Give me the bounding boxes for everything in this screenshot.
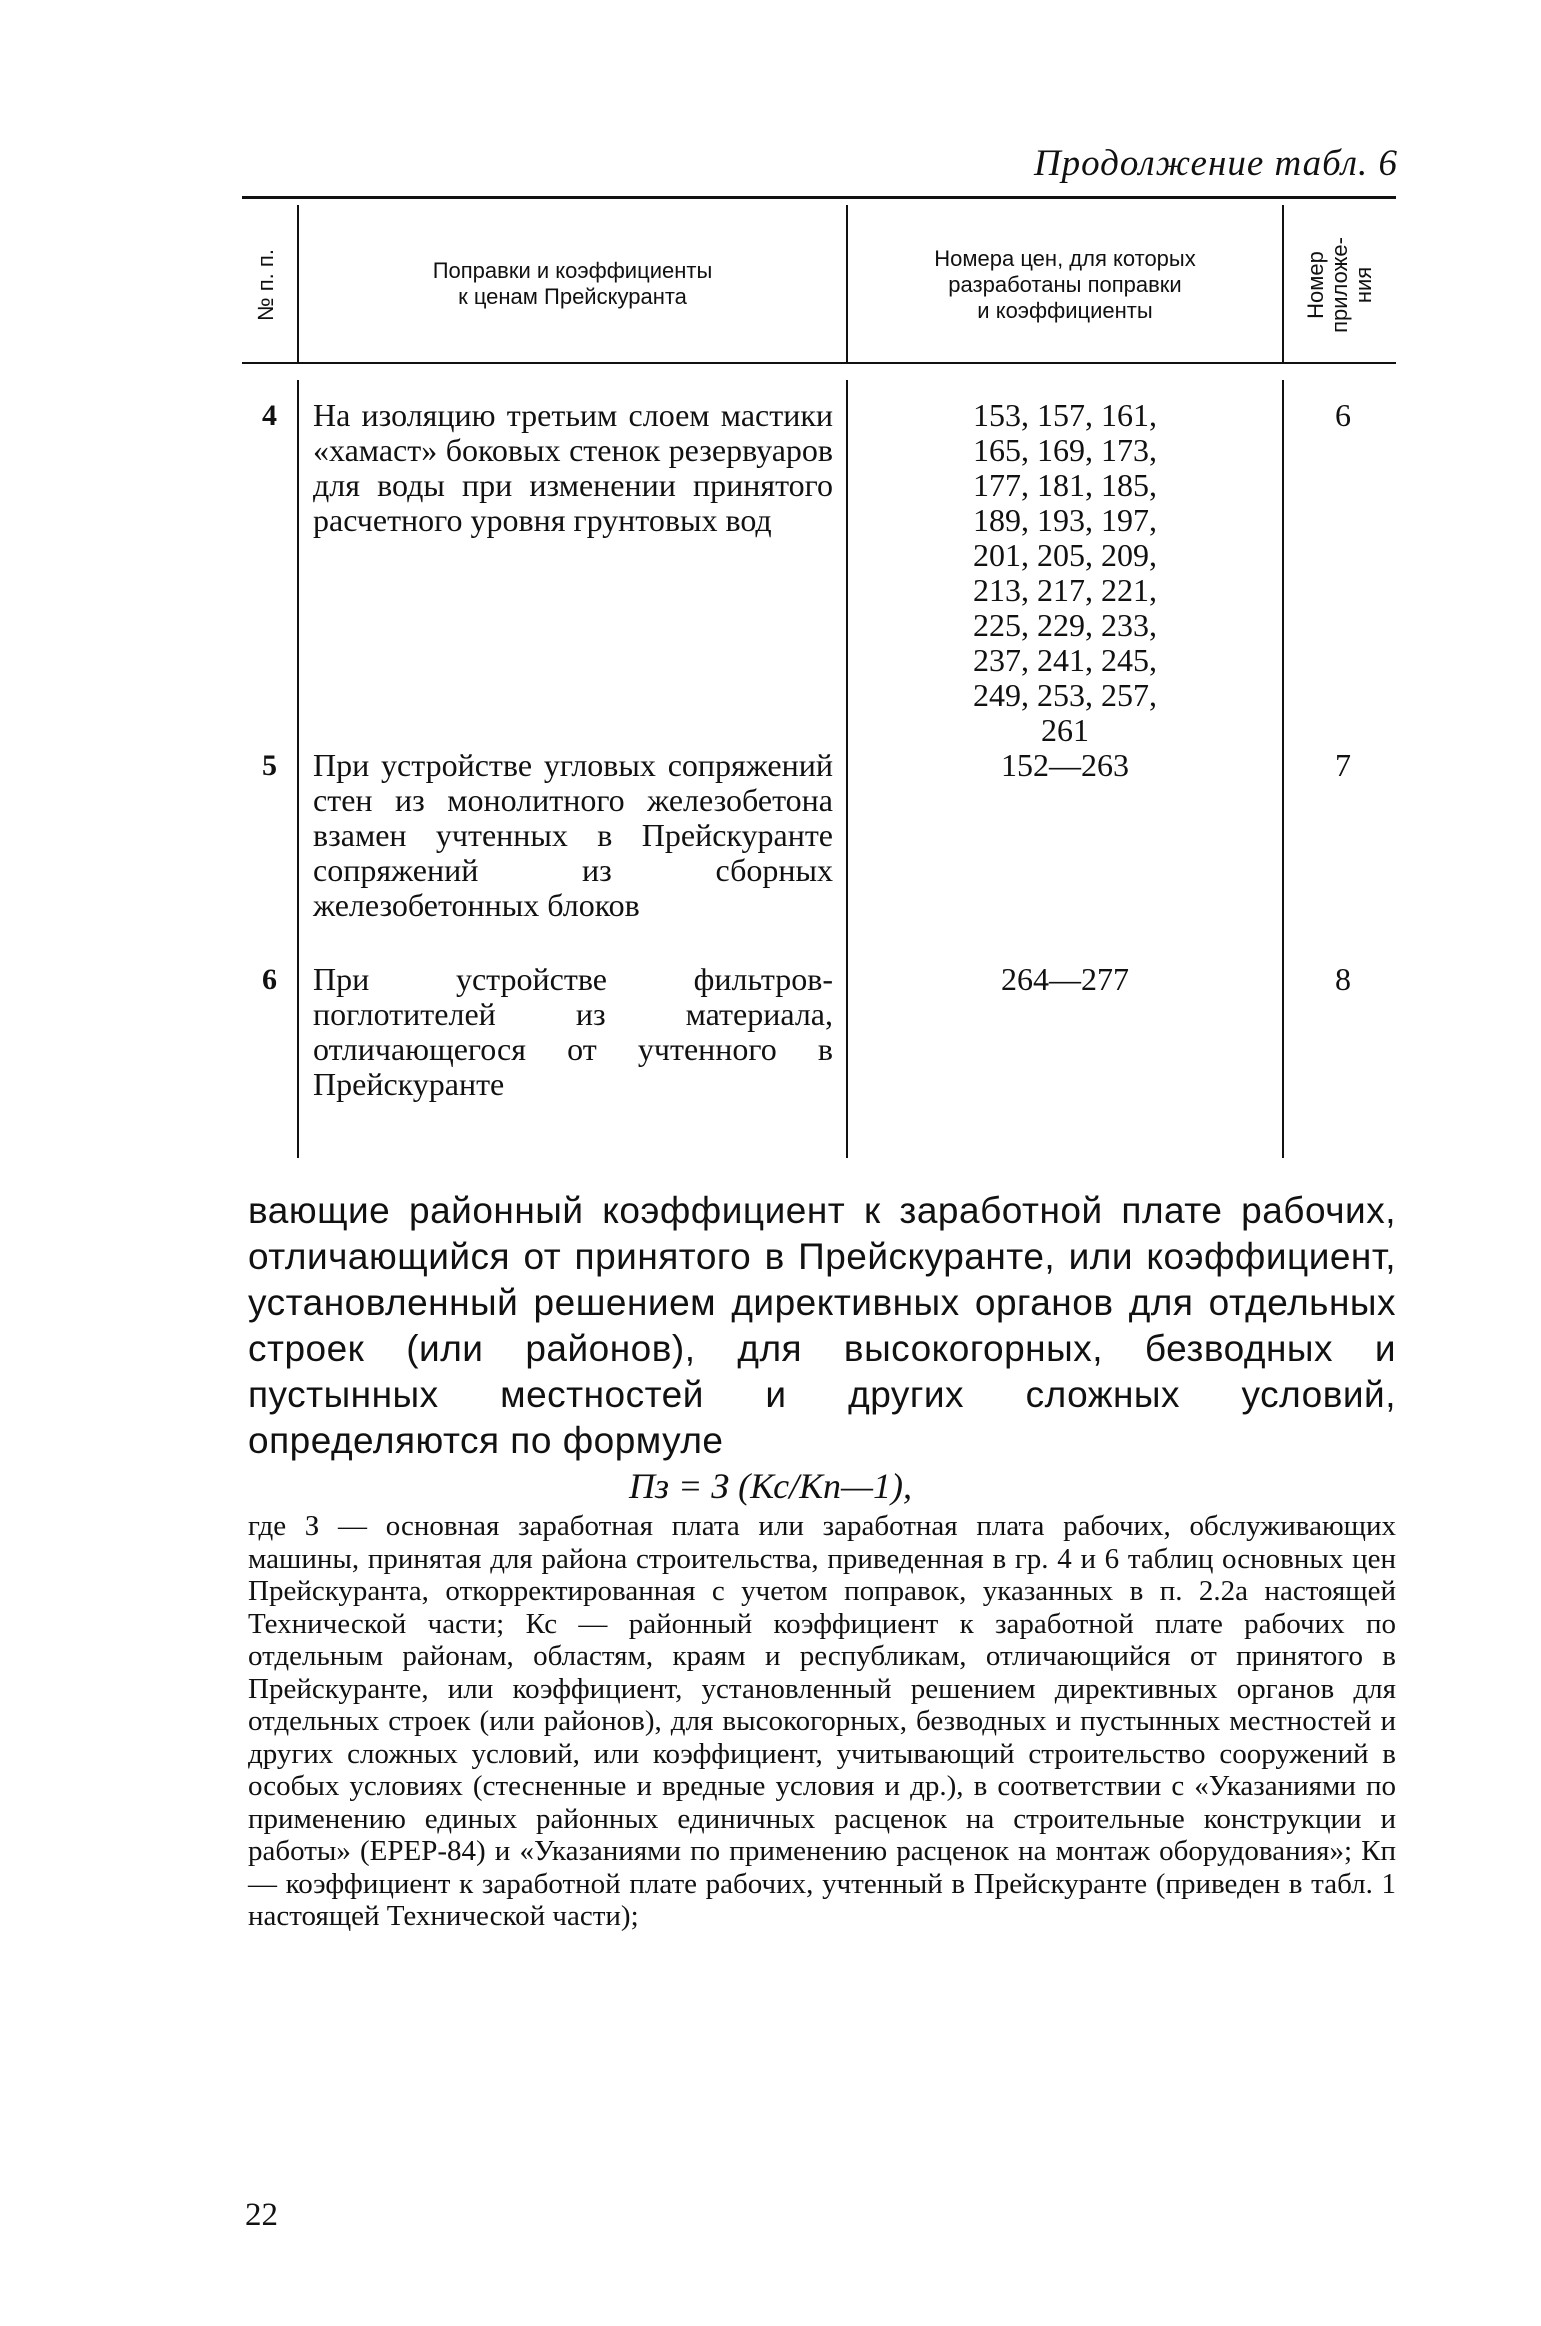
column-divider [846, 380, 848, 1158]
row-appendix: 8 [1335, 961, 1351, 997]
row-description: При устройстве угловых сопряжений стен из монолитного железобетона взамен учтенных в Прейскуранте сопряжений из сборных железобетонных блоков [313, 747, 833, 923]
column-divider [297, 380, 299, 1158]
row-description: При устройстве фильтров-поглотителей из материала, отличающегося от учтенного в Прейскуранте [313, 961, 833, 1102]
row-num: 6 [262, 963, 277, 996]
row-prices: 152—263 [1001, 747, 1129, 783]
column-divider [846, 205, 848, 363]
page-number: 22 [245, 2197, 278, 2233]
row-appendix: 7 [1335, 747, 1351, 783]
column-divider [297, 205, 299, 363]
formula: Пз = З (Кс/Кп—1), [628, 1466, 913, 1506]
row-description: На изоляцию третьим слоем мастики «хамаст» боковых стенок резервуаров для воды при изменении принятого расчетного уровня грунтовых вод [313, 397, 833, 538]
row-num: 5 [262, 749, 277, 782]
table-header-rule [242, 362, 1396, 364]
column-divider [1282, 380, 1284, 1158]
header-prices: Номера цен, для которых разработаны поправки и коэффициенты [934, 246, 1196, 323]
column-divider [1282, 205, 1284, 363]
continuation-label: Продолжение табл. 6 [1033, 143, 1398, 184]
header-corrections: Поправки и коэффициенты к ценам Прейскуранта [432, 258, 713, 309]
row-prices: 153, 157, 161, 165, 169, 173, 177, 181, 185, 189, 193, 197, 201, 205, 209, 213, 217, 221, 225, 229, 233, 237, 241, 245, 249, 253, 257, 261 [973, 397, 1157, 748]
header-num: № п. п. [253, 249, 279, 321]
row-appendix: 6 [1335, 397, 1351, 433]
table-top-rule [242, 196, 1396, 199]
explanation-paragraph: где З — основная заработная плата или заработная плата рабочих, обслуживающих машины, принятая для района строительства, приведенная в гр. 4 и 6 таблиц основных цен Прейскуранта, откорректированная с учетом поправок, указанных в п. 2.2а настоящей Технической части; Кс — районный коэффициент к заработной плате рабочих по отдельным районам, областям, краям и республикам, отличающийся от принятого в Прейскуранте, или коэффициент, установленный решением директивных органов для отдельных строек (или районов), для высокогорных, безводных и пустынных местностей и других сложных условий, или коэффициент, учитывающий строительство сооружений в особых условиях (стесненные и вредные условия и др.), в соответствии с «Указаниями по применению единых районных единичных расценок на строительные конструкции и работы» (ЕРЕР-84) и «Указаниями по применению расценок на монтаж оборудования»; Кп — коэффициент к заработной плате рабочих, учтенный в Прейскуранте (приведен в табл. 1 настоящей Технической части); [248, 1510, 1396, 1932]
header-appendix: Номер приложе- ния [1302, 237, 1376, 333]
row-prices: 264—277 [1001, 961, 1129, 997]
main-paragraph: вающие районный коэффициент к заработной плате рабочих, отличающийся от принятого в Прейскуранте, или коэффициент, установленный решением директивных органов для отдельных строек (или районов), для высокогорных, безводных и пустынных местностей и других сложных условий, определяются по формуле [248, 1190, 1396, 1461]
row-num: 4 [262, 399, 277, 432]
